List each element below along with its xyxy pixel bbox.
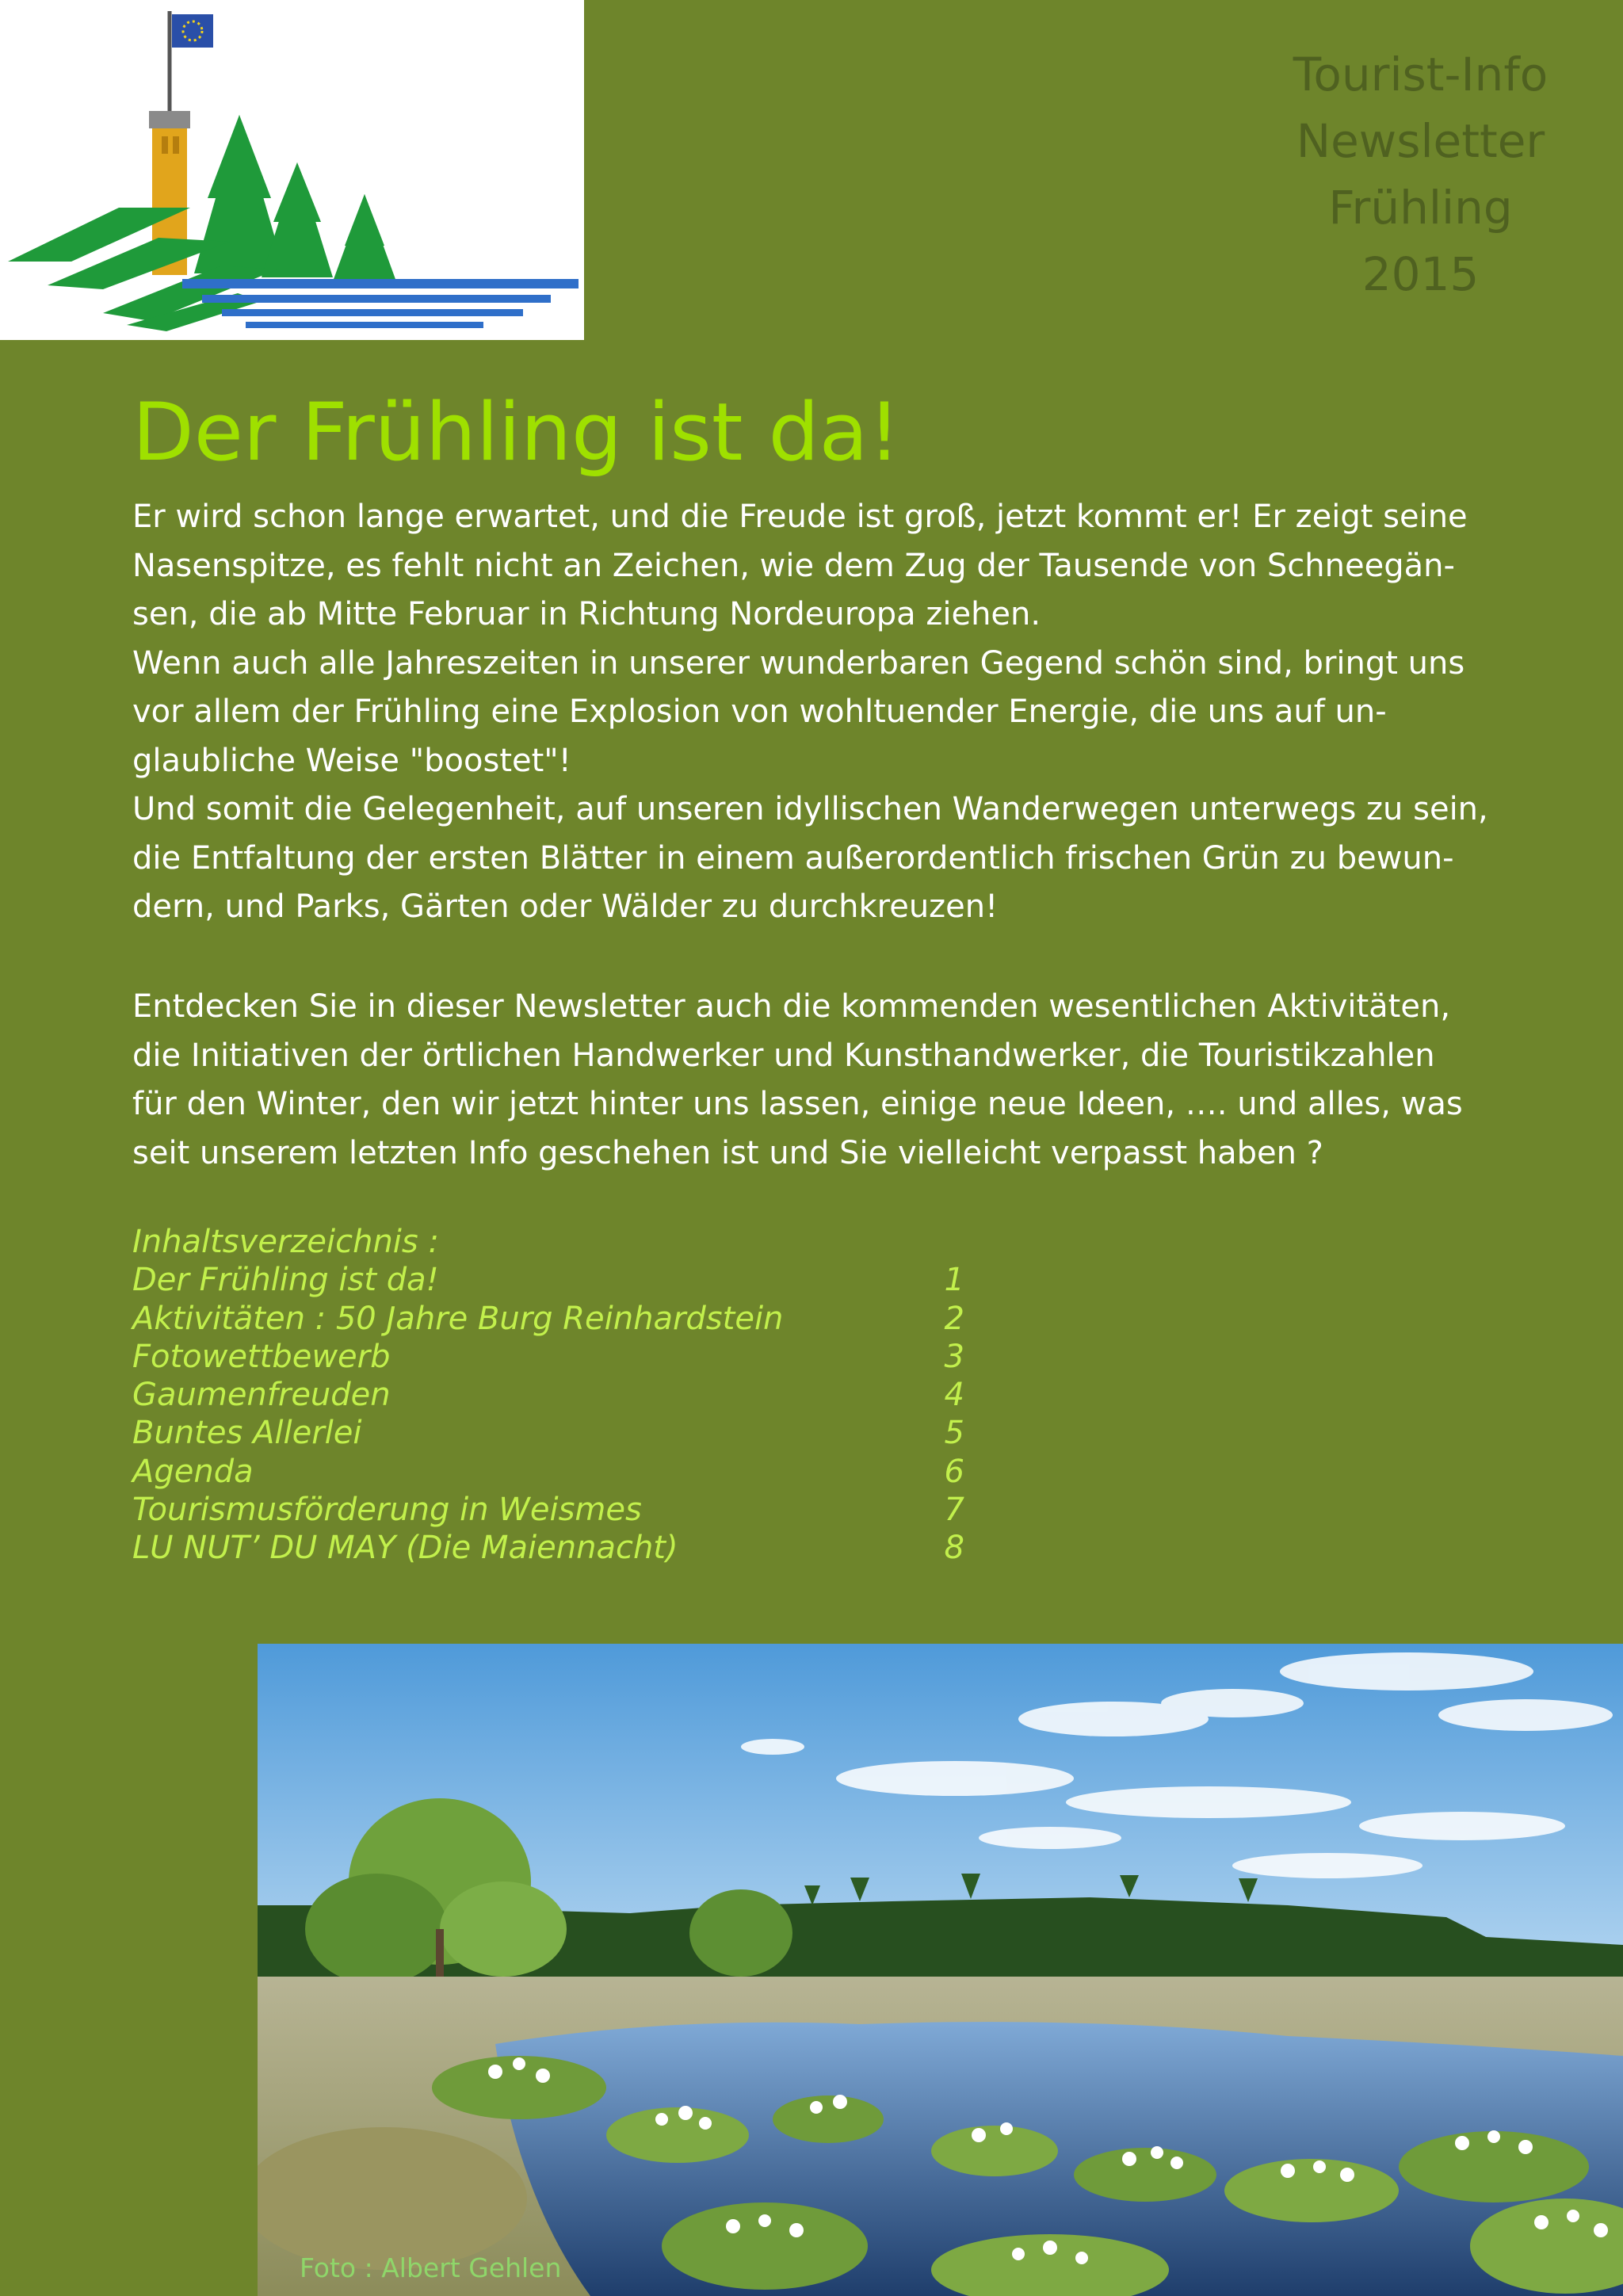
toc-entry[interactable]: [132, 1261, 1004, 1299]
text-line: glaubliche Weise "boostet"!: [132, 742, 571, 779]
toc-entry[interactable]: [132, 1491, 1004, 1529]
toc-entry-title: Der Frühling ist da!: [132, 1262, 439, 1299]
text-line: vor allem der Frühling eine Explosion von wohltuender Energie, die uns auf un-: [132, 693, 1387, 730]
tower-trees-lake-logo: [0, 0, 584, 340]
toc-entry-page: 4: [944, 1377, 964, 1414]
text-line: Und somit die Gelegenheit, auf unseren idyllischen Wanderwegen unterwegs zu sein,: [132, 791, 1488, 827]
text-line: seit unserem letzten Info geschehen ist und Sie vielleicht verpasst haben ?: [132, 1134, 1323, 1171]
moorland-photo: [258, 1644, 1623, 2296]
fir-trees-icon: [194, 115, 396, 281]
toc-entry-page: 8: [944, 1530, 964, 1567]
intro-paragraph: [132, 493, 1567, 932]
text-line: dern, und Parks, Gärten oder Wälder zu durchkreuzen!: [132, 888, 999, 925]
logo-graphic: [0, 0, 584, 340]
discover-paragraph: [132, 983, 1567, 1178]
toc-entry-title: Tourismusförderung in Weismes: [132, 1492, 642, 1529]
masthead-line: Frühling: [1328, 181, 1513, 235]
toc-entry-title: Fotowettbewerb: [132, 1338, 391, 1375]
masthead-line: 2015: [1361, 247, 1480, 301]
toc-entry-title: Agenda: [132, 1453, 254, 1490]
eu-flag-icon: [172, 14, 213, 48]
text-line: die Initiativen der örtlichen Handwerker und Kunsthandwerker, die Touristikzahlen: [132, 1037, 1435, 1074]
toc-entry-page: 7: [944, 1492, 964, 1529]
toc-entry[interactable]: [132, 1414, 1004, 1452]
text-line: Wenn auch alle Jahreszeiten in unserer wunderbaren Gegend schön sind, bringt uns: [132, 644, 1465, 682]
text-line: Nasenspitze, es fehlt nicht an Zeichen, wie dem Zug der Tausende von Schneegän-: [132, 547, 1455, 584]
toc-entry-title: LU NUT’ DU MAY (Die Maiennacht): [132, 1530, 678, 1567]
tower-top: [149, 111, 190, 128]
moorland-landscape-image: [258, 1644, 1623, 2296]
newsletter-masthead: [1236, 41, 1605, 308]
toc-entry-page: 6: [944, 1453, 964, 1490]
toc-entry-title: Buntes Allerlei: [132, 1415, 362, 1452]
toc-entry-page: 3: [944, 1338, 964, 1375]
text-line: die Entfaltung der ersten Blätter in einem außerordentlich frischen Grün zu bewun-: [132, 839, 1454, 877]
table-of-contents: [132, 1223, 1004, 1568]
toc-entry-page: 5: [944, 1415, 964, 1452]
toc-heading: [132, 1223, 1004, 1261]
toc-heading-label: Inhaltsverzeichnis :: [132, 1224, 439, 1260]
toc-entry-page: 2: [944, 1300, 964, 1337]
text-line: für den Winter, den wir jetzt hinter uns lassen, einige neue Ideen, …. und alles, was: [132, 1086, 1463, 1122]
toc-entry[interactable]: [132, 1529, 1004, 1567]
toc-entry[interactable]: [132, 1300, 1004, 1338]
text-line: Er wird schon lange erwartet, und die Freude ist groß, jetzt kommt er! Er zeigt seine: [132, 499, 1468, 535]
article-title: Der Frühling ist da!: [132, 385, 901, 479]
toc-entry[interactable]: [132, 1376, 1004, 1414]
toc-entry[interactable]: [132, 1338, 1004, 1376]
toc-entry-title: Gaumenfreuden: [132, 1377, 391, 1414]
toc-entry-title: Aktivitäten : 50 Jahre Burg Reinhardstein: [132, 1300, 784, 1337]
toc-entry[interactable]: [132, 1453, 1004, 1491]
text-line: sen, die ab Mitte Februar in Richtung Nordeuropa ziehen.: [132, 596, 1041, 632]
toc-entry-page: 1: [944, 1262, 964, 1299]
text-line: Entdecken Sie in dieser Newsletter auch die kommenden wesentlichen Aktivitäten,: [132, 988, 1451, 1025]
masthead-line: Tourist-Info: [1293, 48, 1549, 101]
photo-credit: Foto : Albert Gehlen: [300, 2252, 562, 2283]
masthead-line: Newsletter: [1296, 114, 1545, 168]
